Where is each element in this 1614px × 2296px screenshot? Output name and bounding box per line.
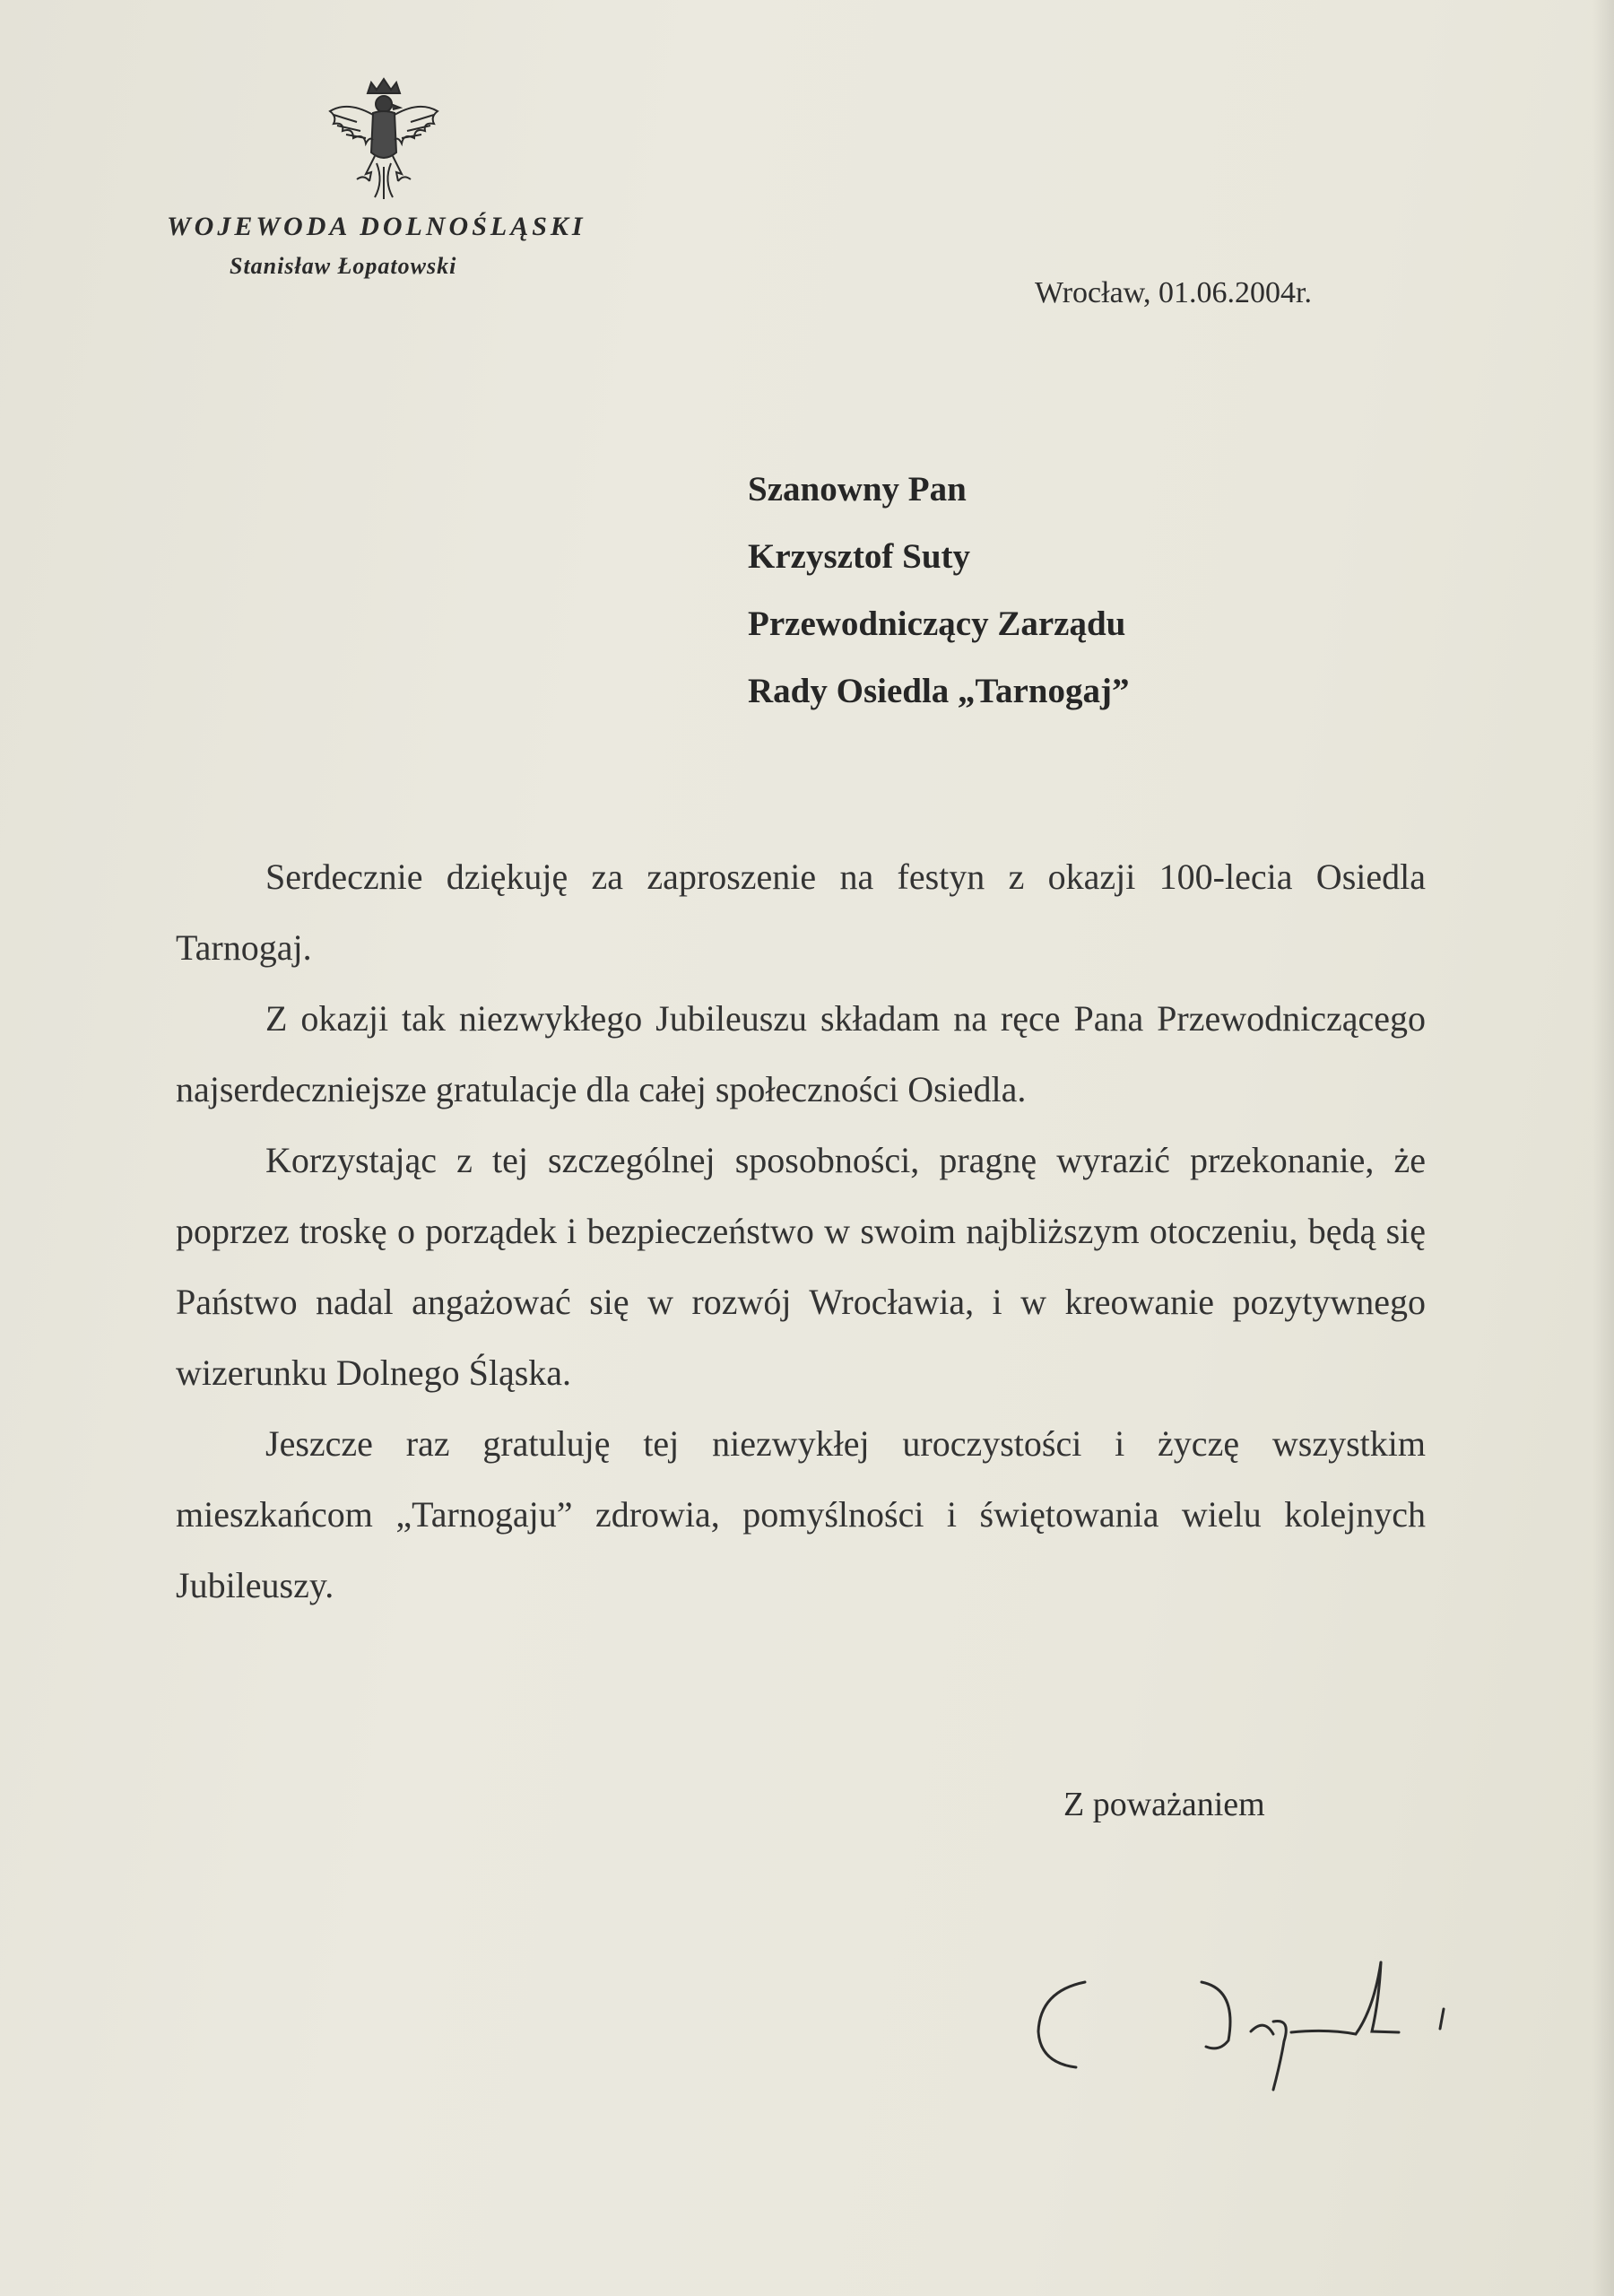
place-date: Wrocław, 01.06.2004r.: [1035, 276, 1312, 309]
eagle-emblem-icon: [321, 74, 447, 208]
body-paragraph-3: Korzystając z tej szczególnej sposobności, pragnę wyrazić przekonanie, że poprzez troskę o porządek i bezpieczeństwo w swoim najbliższym otoczeniu, będą się Państwo nadal angażować się w rozwój Wrocławia, i w kreowanie pozytywnego wizerunku Dolnego Śląska.: [176, 1140, 1426, 1393]
recipient-name: Krzysztof Suty: [748, 537, 971, 576]
body-paragraph-1: Serdecznie dziękuję za zaproszenie na festyn z okazji 100-lecia Osiedla Tarnogaj.: [176, 857, 1426, 968]
closing-phrase: Z poważaniem: [1063, 1786, 1265, 1823]
signature-icon: [1022, 1946, 1471, 2099]
body-paragraph-2: Z okazji tak niezwykłego Jubileuszu składam na ręce Pana Przewodniczącego najserdeczniejsze gratulacje dla całej społeczności Osiedla.: [176, 998, 1426, 1109]
recipient-organization: Rady Osiedla „Tarnogaj”: [748, 672, 1130, 710]
recipient-block: [748, 456, 1129, 725]
office-name: WOJEWODA DOLNOŚLĄSKI: [167, 212, 586, 241]
letter-body: [176, 841, 1426, 1621]
recipient-title: Przewodniczący Zarządu: [748, 604, 1126, 643]
office-person: Stanisław Łopatowski: [230, 253, 457, 279]
recipient-salutation: Szanowny Pan: [748, 470, 967, 509]
body-paragraph-4: Jeszcze raz gratuluję tej niezwykłej uroczystości i życzę wszystkim mieszkańcom „Tarnogaju” zdrowia, pomyślności i świętowania wielu kolejnych Jubileuszy.: [176, 1423, 1426, 1605]
